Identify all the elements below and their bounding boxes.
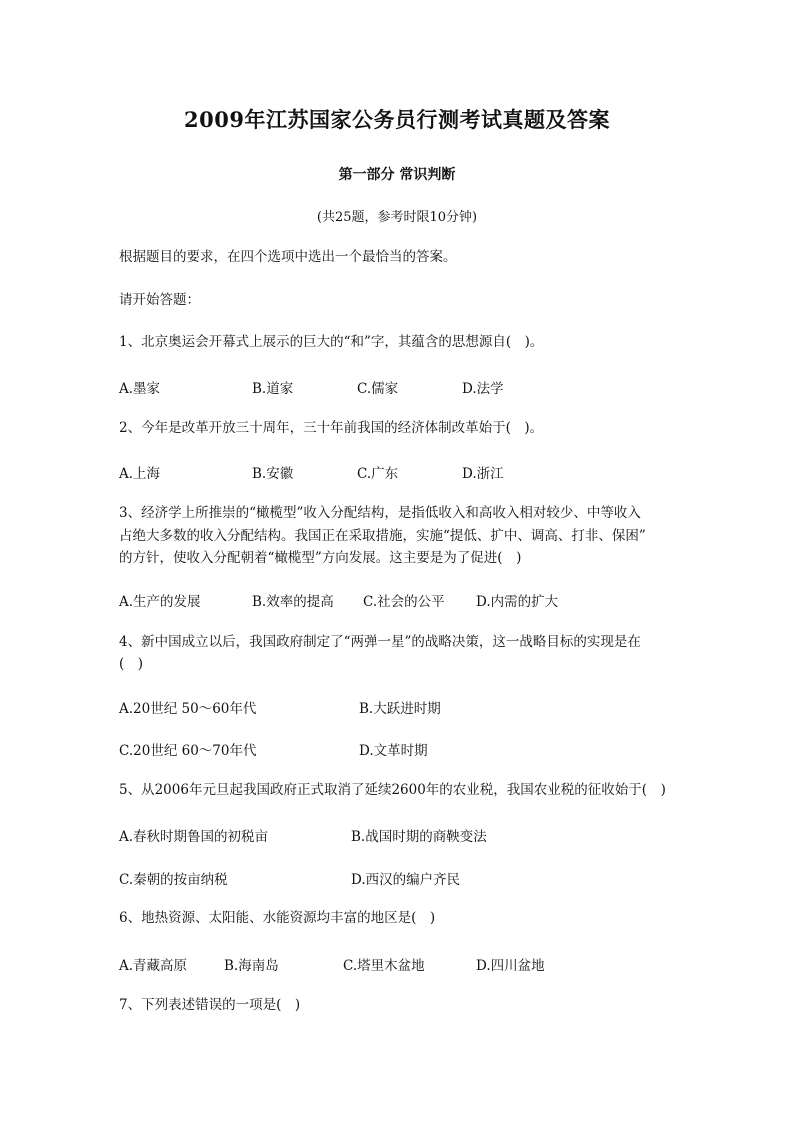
question-5-text: 5、从2006年元旦起我国政府正式取消了延续2600年的农业税，我国农业税的征收始于( ) [119,782,666,798]
question-5-option-a: A.春秋时期鲁国的初税亩 [119,829,269,845]
question-2-option-a: A.上海 [119,466,161,482]
question-1-option-a: A.墨家 [119,381,161,397]
start-prompt: 请开始答题： [119,292,200,308]
question-1-option-b: B.道家 [252,381,294,397]
question-3-text-line-1: 3、经济学上所推崇的“橄榄型”收入分配结构，是指低收入和高收入相对较少、中等收入 [119,505,641,521]
question-5-option-b: B.战国时期的商鞅变法 [351,829,487,845]
question-3-text-line-3: 的方针，使收入分配朝着“橄榄型”方向发展。这主要是为了促进( ) [119,550,522,566]
question-3-option-a: A.生产的发展 [119,594,201,610]
question-1-text: 1、北京奥运会开幕式上展示的巨大的“和”字，其蕴含的思想源自( )。 [119,334,544,350]
document-title: 2009年江苏国家公务员行测考试真题及答案 [184,107,610,132]
question-7-text: 7、下列表述错误的一项是( ) [119,997,301,1013]
question-3-option-c: C.社会的公平 [363,594,445,610]
instruction-text: 根据题目的要求，在四个选项中选出一个最恰当的答案。 [119,249,457,265]
question-2-option-c: C.广东 [357,466,399,482]
question-2-option-b: B.安徽 [252,466,294,482]
question-4-option-d: D.文革时期 [359,743,428,759]
question-2-option-d: D.浙江 [462,466,504,482]
question-5-option-c: C.秦朝的按亩纳税 [119,872,228,888]
question-3-text-line-2: 占绝大多数的收入分配结构。我国正在采取措施，实施“提低、扩中、调高、打非、保困” [119,528,646,544]
time-note: (共25题，参考时限10分钟) [316,210,478,225]
question-4-option-c: C.20世纪 60～70年代 [119,743,257,759]
question-3-option-b: B.效率的提高 [252,594,334,610]
question-1-option-d: D.法学 [462,381,504,397]
section-title: 第一部分 常识判断 [338,167,456,183]
question-5-option-d: D.西汉的编户齐民 [351,872,461,888]
question-4-text-line-1: 4、新中国成立以后，我国政府制定了“两弹一星”的战略决策，这一战略目标的实现是在 [119,634,641,650]
question-6-option-c: C.塔里木盆地 [343,958,425,974]
question-6-option-a: A.青藏高原 [119,958,188,974]
question-3-option-d: D.内需的扩大 [476,594,559,610]
question-1-option-c: C.儒家 [357,381,399,397]
question-6-text: 6、地热资源、太阳能、水能资源均丰富的地区是( ) [119,910,436,926]
question-6-option-d: D.四川盆地 [476,958,545,974]
question-6-option-b: B.海南岛 [224,958,279,974]
question-4-option-b: B.大跃进时期 [359,701,441,717]
question-4-text-line-2: ( ) [119,656,144,672]
question-4-option-a: A.20世纪 50～60年代 [119,701,257,717]
question-2-text: 2、今年是改革开放三十周年，三十年前我国的经济体制改革始于( )。 [119,420,544,436]
